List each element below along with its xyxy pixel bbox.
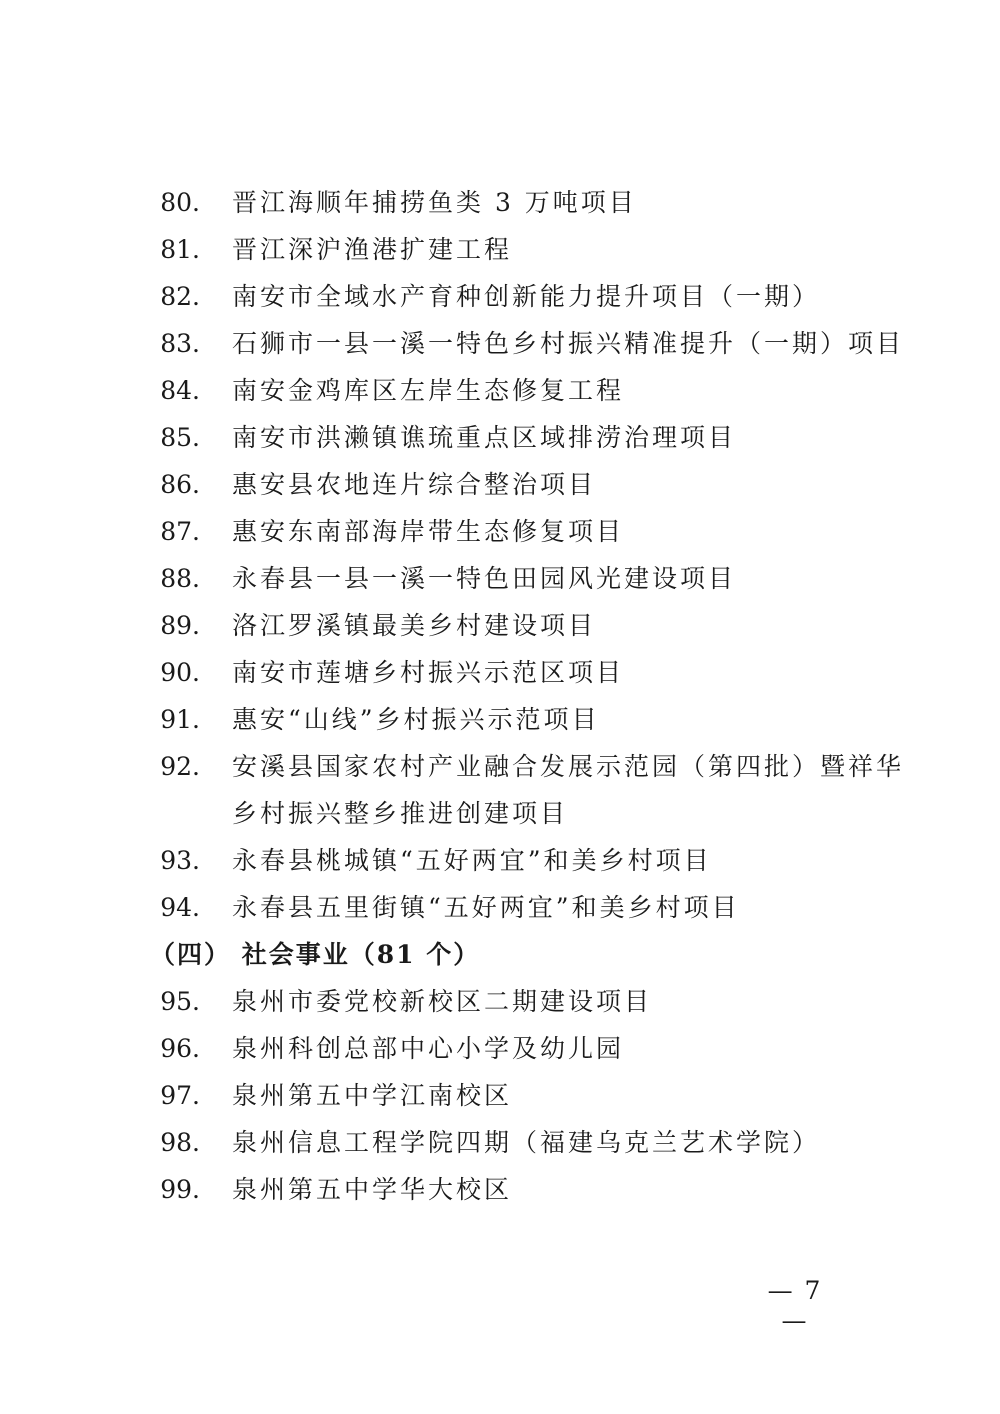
- list-item: [0, 321, 1000, 368]
- section-heading-label: （四） 社会事业（81 个）: [150, 940, 481, 969]
- list-item: [0, 744, 1000, 791]
- item-number: 89.: [160, 611, 200, 640]
- list-item: [0, 227, 1000, 274]
- item-text: 惠安东南部海岸带生态修复项目: [232, 517, 625, 546]
- item-number: 80.: [160, 188, 200, 217]
- item-number: 99.: [160, 1175, 200, 1204]
- list-item: [0, 838, 1000, 885]
- item-number: 87.: [160, 517, 200, 546]
- item-number: 81.: [160, 235, 200, 264]
- project-list: [0, 180, 1000, 1214]
- list-item: [0, 509, 1000, 556]
- item-text: 泉州第五中学江南校区: [232, 1081, 513, 1110]
- list-item: [0, 462, 1000, 509]
- page-number: — 7 —: [767, 1276, 823, 1335]
- list-item: [0, 368, 1000, 415]
- item-text: 泉州第五中学华大校区: [232, 1175, 513, 1204]
- item-text: 南安市洪濑镇谯琉重点区域排涝治理项目: [232, 423, 737, 452]
- item-number: 90.: [160, 658, 200, 687]
- item-text: 泉州信息工程学院四期（福建乌克兰艺术学院）: [232, 1128, 821, 1157]
- item-text: 惠安“山线”乡村振兴示范项目: [232, 705, 600, 734]
- item-number: 84.: [160, 376, 200, 405]
- item-text: 南安市莲塘乡村振兴示范区项目: [232, 658, 625, 687]
- item-number: 95.: [160, 987, 200, 1016]
- item-text: 泉州科创总部中心小学及幼儿园: [232, 1034, 625, 1063]
- item-text: 石狮市一县一溪一特色乡村振兴精准提升（一期）项目: [232, 329, 905, 358]
- item-text: 晋江深沪渔港扩建工程: [232, 235, 513, 264]
- list-item: [0, 556, 1000, 603]
- list-item: [0, 1026, 1000, 1073]
- list-item: [0, 1120, 1000, 1167]
- item-number: 88.: [160, 564, 200, 593]
- item-number: 82.: [160, 282, 200, 311]
- item-text: 永春县桃城镇“五好两宜”和美乡村项目: [232, 846, 712, 875]
- list-item: [0, 1073, 1000, 1120]
- list-item: [0, 274, 1000, 321]
- item-text: 永春县一县一溪一特色田园风光建设项目: [232, 564, 737, 593]
- item-number: 93.: [160, 846, 200, 875]
- list-item: [0, 979, 1000, 1026]
- item-number: 98.: [160, 1128, 200, 1157]
- list-item: [0, 697, 1000, 744]
- item-number: 92.: [160, 752, 200, 781]
- list-item: [0, 180, 1000, 227]
- list-item: [0, 885, 1000, 932]
- item-number: 97.: [160, 1081, 200, 1110]
- item-text-continued: 乡村振兴整乡推进创建项目: [232, 799, 569, 828]
- item-text: 南安市全域水产育种创新能力提升项目（一期）: [232, 282, 821, 311]
- list-item: [0, 1167, 1000, 1214]
- item-number: 85.: [160, 423, 200, 452]
- section-heading: [0, 932, 1000, 979]
- item-text: 安溪县国家农村产业融合发展示范园（第四批）暨祥华: [232, 752, 905, 781]
- item-number: 86.: [160, 470, 200, 499]
- item-text: 惠安县农地连片综合整治项目: [232, 470, 597, 499]
- item-text: 南安金鸡库区左岸生态修复工程: [232, 376, 625, 405]
- list-item: [0, 603, 1000, 650]
- item-number: 96.: [160, 1034, 200, 1063]
- item-number: 94.: [160, 893, 200, 922]
- list-item: [0, 415, 1000, 462]
- item-text: 洛江罗溪镇最美乡村建设项目: [232, 611, 597, 640]
- item-text: 泉州市委党校新校区二期建设项目: [232, 987, 653, 1016]
- list-item: [0, 650, 1000, 697]
- item-text: 永春县五里街镇“五好两宜”和美乡村项目: [232, 893, 740, 922]
- list-item-continuation: [0, 791, 1000, 838]
- item-number: 83.: [160, 329, 200, 358]
- item-number: 91.: [160, 705, 200, 734]
- item-text: 晋江海顺年捕捞鱼类 3 万吨项目: [232, 188, 637, 217]
